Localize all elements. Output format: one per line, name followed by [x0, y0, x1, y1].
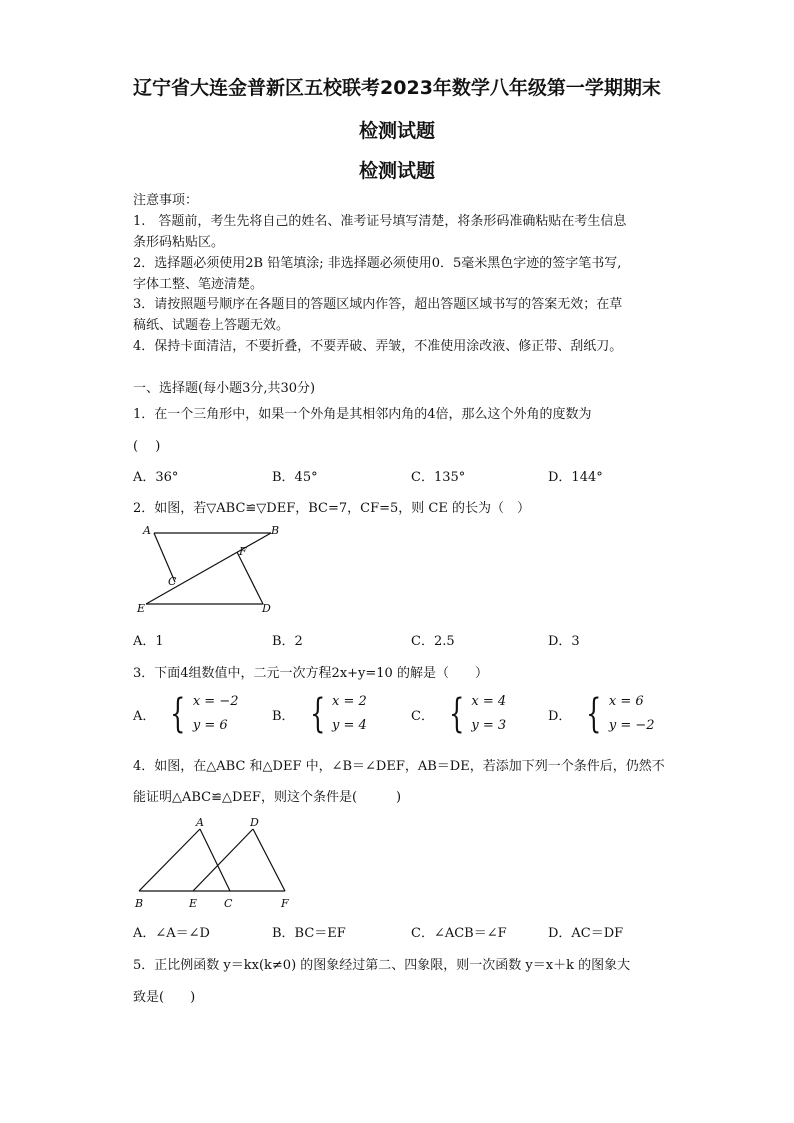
q3-option-d-system — [609, 690, 655, 738]
q3-stem: 3．下面4组数值中，二元一次方程2x+y=10 的解是（ ） — [133, 666, 488, 681]
q4-option-a: A．∠A＝∠D — [133, 926, 210, 941]
notice-item-4: 4．保持卡面清洁，不要折叠，不要弄破、弄皱，不准使用涂改液、修正带、刮纸刀。 — [133, 339, 623, 354]
q3-option-b-label: B． — [272, 708, 295, 724]
q3-option-b-eq2: y = 4 — [332, 718, 367, 733]
notice-heading: 注意事项： — [133, 193, 199, 208]
q3-option-d — [548, 690, 655, 738]
q1-paren: ( ) — [133, 439, 161, 454]
q4-option-c: C．∠ACB＝∠F — [411, 926, 507, 941]
q4-line-ac — [200, 829, 230, 891]
q4-line-ed — [193, 829, 253, 891]
q4-stem-line2: 能证明△ABC≌△DEF，则这个条件是( ) — [133, 790, 402, 805]
q4-option-d: D．AC＝DF — [548, 926, 624, 941]
q4-label-c: C — [224, 897, 233, 910]
notice-item-1: 1. 答题前，考生先将自己的姓名、准考证号填写清楚，将条形码准确粘贴在考生信息 — [133, 214, 627, 229]
q4-line-df — [253, 829, 285, 891]
q4-label-f: F — [281, 897, 289, 910]
q3-option-b-eq1: x = 2 — [332, 694, 367, 709]
q3-option-c-eq1: x = 4 — [471, 694, 507, 709]
q3-option-a — [133, 690, 239, 738]
q2-figure — [133, 522, 283, 617]
q2-line-fd — [237, 552, 263, 604]
brace-glyph: { — [586, 691, 602, 737]
page-title: 辽宁省大连金普新区五校联考2023年数学八年级第一学期期末 — [133, 77, 661, 99]
q3-option-b — [272, 690, 367, 738]
q2-option-a: A．1 — [133, 634, 164, 649]
q3-option-a-eq1: x = −2 — [192, 694, 239, 709]
q2-label-d: D — [262, 602, 271, 615]
q2-label-a: A — [143, 524, 151, 537]
q2-label-b: B — [271, 524, 280, 537]
q4-figure — [133, 810, 293, 915]
q4-line-ba — [139, 829, 200, 891]
q5-stem-line1: 5．正比例函数 y＝kx(k≠0) 的图象经过第二、四象限，则一次函数 y＝x＋k 的图象大 — [133, 958, 631, 973]
q3-option-c-label: C． — [411, 708, 434, 724]
q2-label-e: E — [137, 602, 146, 615]
q2-line-be — [146, 533, 271, 604]
q3-option-c — [411, 690, 506, 738]
q2-option-b: B．2 — [272, 634, 303, 649]
q2-option-d: D．3 — [548, 634, 580, 649]
q5-stem-line2: 致是( ) — [133, 990, 196, 1005]
q4-label-e: E — [189, 897, 198, 910]
q3-option-d-label: D． — [548, 708, 572, 724]
q3-option-d-eq2: y = −2 — [608, 718, 655, 733]
q2-label-f: F — [239, 545, 247, 558]
q3-option-c-system — [471, 690, 506, 738]
q1-stem: 1．在一个三角形中，如果一个外角是其相邻内角的4倍，那么这个外角的度数为 — [133, 407, 592, 422]
q4-label-d: D — [250, 816, 259, 829]
brace-glyph: { — [449, 691, 465, 737]
q1-option-d: D．144° — [548, 470, 603, 485]
q1-option-c: C．135° — [411, 470, 466, 485]
brace-glyph: { — [170, 691, 186, 737]
q2-option-c: C．2.5 — [411, 634, 455, 649]
q2-stem: 2．如图，若▽ABC≌▽DEF，BC=7，CF=5，则 CE 的长为（ ） — [133, 501, 530, 516]
q4-stem-line1: 4．如图，在△ABC 和△DEF 中，∠B＝∠DEF，AB＝DE，若添加下列一个条件后，仍然不 — [133, 759, 665, 774]
q3-option-a-label: A． — [133, 708, 156, 724]
q3-option-a-eq2: y = 6 — [192, 718, 228, 733]
notice-item-1-cont: 条形码粘贴区。 — [133, 235, 225, 250]
q1-option-a: A．36° — [133, 470, 179, 485]
q3-option-d-eq1: x = 6 — [608, 694, 644, 709]
notice-item-2-cont: 字体工整、笔迹清楚。 — [133, 277, 264, 292]
q3-option-a-system — [193, 690, 239, 738]
q4-label-b: B — [135, 897, 144, 910]
q3-option-c-eq2: y = 3 — [471, 718, 507, 733]
q4-label-a: A — [196, 816, 204, 829]
notice-item-3: 3．请按照题号顺序在各题目的答题区域内作答，超出答题区域书写的答案无效；在草 — [133, 297, 623, 312]
notice-item-2: 2．选择题必须使用2B 铅笔填涂; 非选择题必须使用0．5毫米黑色字迹的签字笔书写, — [133, 256, 622, 271]
q2-label-c: C — [168, 575, 177, 588]
page-subtitle-repeat: 检测试题 — [358, 160, 435, 182]
q4-option-b: B．BC＝EF — [272, 926, 346, 941]
q3-option-b-system — [332, 690, 367, 738]
notice-item-3-cont: 稿纸、试题卷上答题无效。 — [133, 318, 290, 333]
brace-glyph: { — [309, 691, 325, 737]
section-heading: 一、选择题(每小题3分,共30分) — [133, 381, 316, 396]
q1-option-b: B．45° — [272, 470, 318, 485]
page-subtitle: 检测试题 — [358, 120, 435, 142]
